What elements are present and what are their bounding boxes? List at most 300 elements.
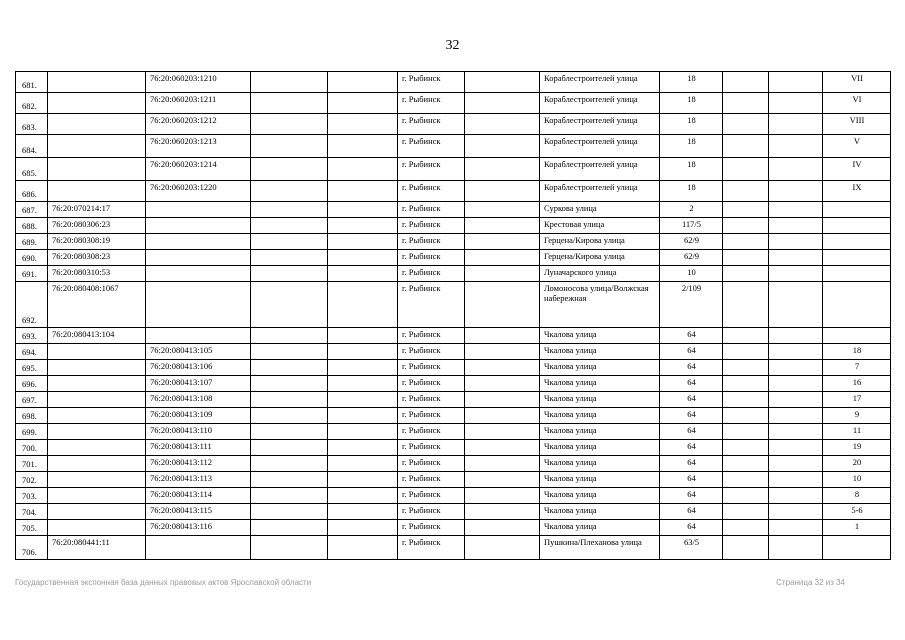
street-name: Герцена/Кирова улица xyxy=(540,250,660,266)
empty-cell xyxy=(328,472,398,488)
cadastral-premises-number: 76:20:060203:1210 xyxy=(146,72,251,93)
row-number xyxy=(16,344,48,360)
city-name: г. Рыбинск xyxy=(398,504,465,520)
house-number: 64 xyxy=(660,392,723,408)
house-number: 64 xyxy=(660,456,723,472)
empty-cell xyxy=(769,72,823,93)
empty-cell xyxy=(769,376,823,392)
table-row xyxy=(16,114,891,135)
street-name: Чкалова улица xyxy=(540,328,660,344)
empty-cell xyxy=(769,440,823,456)
row-number xyxy=(16,114,48,135)
empty-cell xyxy=(251,266,328,282)
empty-cell xyxy=(251,536,328,560)
table-row xyxy=(16,536,891,560)
row-number-label: 685. xyxy=(22,168,37,179)
table-row xyxy=(16,392,891,408)
table-row xyxy=(16,158,891,181)
empty-cell xyxy=(328,504,398,520)
room-number xyxy=(823,202,891,218)
empty-cell xyxy=(465,158,540,181)
street-name: Чкалова улица xyxy=(540,472,660,488)
row-number-label: 696. xyxy=(22,379,37,390)
empty-cell xyxy=(251,520,328,536)
table-row xyxy=(16,504,891,520)
house-number: 64 xyxy=(660,440,723,456)
empty-cell xyxy=(723,408,769,424)
city-name: г. Рыбинск xyxy=(398,440,465,456)
empty-cell xyxy=(723,328,769,344)
empty-cell xyxy=(723,72,769,93)
street-name: Кораблестроителей улица xyxy=(540,93,660,114)
empty-cell xyxy=(723,202,769,218)
row-number-label: 697. xyxy=(22,395,37,406)
cadastral-premises-number xyxy=(146,536,251,560)
cadastral-premises-number: 76:20:080413:114 xyxy=(146,488,251,504)
city-name: г. Рыбинск xyxy=(398,93,465,114)
empty-cell xyxy=(465,472,540,488)
city-name: г. Рыбинск xyxy=(398,424,465,440)
room-number xyxy=(823,282,891,328)
street-name: Чкалова улица xyxy=(540,376,660,392)
empty-cell xyxy=(465,392,540,408)
empty-cell xyxy=(769,158,823,181)
empty-cell xyxy=(251,158,328,181)
room-number xyxy=(823,536,891,560)
house-number: 64 xyxy=(660,328,723,344)
empty-cell xyxy=(723,135,769,158)
cadastral-building-number: 76:20:080441:11 xyxy=(48,536,146,560)
empty-cell xyxy=(769,135,823,158)
empty-cell xyxy=(251,282,328,328)
cadastral-building-number xyxy=(48,376,146,392)
room-number: 9 xyxy=(823,408,891,424)
table-row xyxy=(16,328,891,344)
empty-cell xyxy=(723,488,769,504)
empty-cell xyxy=(465,504,540,520)
empty-cell xyxy=(769,536,823,560)
row-number xyxy=(16,392,48,408)
room-number: 18 xyxy=(823,344,891,360)
empty-cell xyxy=(769,504,823,520)
empty-cell xyxy=(769,488,823,504)
cadastral-building-number xyxy=(48,520,146,536)
empty-cell xyxy=(251,456,328,472)
city-name: г. Рыбинск xyxy=(398,456,465,472)
row-number-label: 704. xyxy=(22,507,37,518)
empty-cell xyxy=(465,282,540,328)
empty-cell xyxy=(465,181,540,202)
cadastral-building-number: 76:20:080308:19 xyxy=(48,234,146,250)
row-number-label: 690. xyxy=(22,253,37,264)
empty-cell xyxy=(769,456,823,472)
empty-cell xyxy=(723,181,769,202)
row-number-label: 702. xyxy=(22,475,37,486)
empty-cell xyxy=(769,250,823,266)
empty-cell xyxy=(328,158,398,181)
room-number: 5-6 xyxy=(823,504,891,520)
cadastral-building-number xyxy=(48,440,146,456)
cadastral-premises-number xyxy=(146,266,251,282)
empty-cell xyxy=(465,328,540,344)
table-row xyxy=(16,202,891,218)
city-name: г. Рыбинск xyxy=(398,376,465,392)
room-number xyxy=(823,234,891,250)
row-number xyxy=(16,488,48,504)
city-name: г. Рыбинск xyxy=(398,218,465,234)
row-number xyxy=(16,328,48,344)
street-name: Чкалова улица xyxy=(540,392,660,408)
cadastral-building-number xyxy=(48,181,146,202)
row-number-label: 701. xyxy=(22,459,37,470)
street-name: Ломоносова улица/Волжская набережная xyxy=(540,282,660,328)
street-name: Чкалова улица xyxy=(540,504,660,520)
empty-cell xyxy=(723,250,769,266)
house-number: 64 xyxy=(660,504,723,520)
row-number-label: 682. xyxy=(22,101,37,112)
empty-cell xyxy=(769,218,823,234)
house-number: 64 xyxy=(660,344,723,360)
room-number: 19 xyxy=(823,440,891,456)
row-number xyxy=(16,266,48,282)
city-name: г. Рыбинск xyxy=(398,250,465,266)
house-number: 64 xyxy=(660,376,723,392)
house-number: 10 xyxy=(660,266,723,282)
room-number: VI xyxy=(823,93,891,114)
table-row xyxy=(16,408,891,424)
empty-cell xyxy=(328,344,398,360)
cadastral-premises-number: 76:20:080413:105 xyxy=(146,344,251,360)
row-number-label: 695. xyxy=(22,363,37,374)
cadastral-premises-number: 76:20:080413:108 xyxy=(146,392,251,408)
street-name: Кораблестроителей улица xyxy=(540,135,660,158)
table-row xyxy=(16,344,891,360)
empty-cell xyxy=(251,250,328,266)
footer-pagination: Страница 32 из 34 xyxy=(776,578,845,587)
empty-cell xyxy=(251,504,328,520)
empty-cell xyxy=(465,93,540,114)
cadastral-building-number xyxy=(48,424,146,440)
empty-cell xyxy=(251,360,328,376)
street-name: Герцена/Кирова улица xyxy=(540,234,660,250)
empty-cell xyxy=(251,440,328,456)
street-name: Чкалова улица xyxy=(540,520,660,536)
empty-cell xyxy=(328,250,398,266)
cadastral-building-number xyxy=(48,93,146,114)
empty-cell xyxy=(465,456,540,472)
empty-cell xyxy=(723,472,769,488)
table-row xyxy=(16,234,891,250)
street-name: Чкалова улица xyxy=(540,456,660,472)
empty-cell xyxy=(723,234,769,250)
empty-cell xyxy=(769,392,823,408)
empty-cell xyxy=(769,344,823,360)
street-name: Чкалова улица xyxy=(540,344,660,360)
table-row xyxy=(16,72,891,93)
cadastral-premises-number xyxy=(146,218,251,234)
cadastral-building-number xyxy=(48,408,146,424)
table-row xyxy=(16,424,891,440)
row-number-label: 681. xyxy=(22,80,37,91)
empty-cell xyxy=(465,202,540,218)
cadastral-premises-number: 76:20:080413:115 xyxy=(146,504,251,520)
city-name: г. Рыбинск xyxy=(398,472,465,488)
room-number: VIII xyxy=(823,114,891,135)
empty-cell xyxy=(465,72,540,93)
room-number: IV xyxy=(823,158,891,181)
cadastral-building-number xyxy=(48,114,146,135)
empty-cell xyxy=(723,376,769,392)
empty-cell xyxy=(723,440,769,456)
city-name: г. Рыбинск xyxy=(398,282,465,328)
table-row xyxy=(16,266,891,282)
row-number xyxy=(16,218,48,234)
row-number-label: 689. xyxy=(22,237,37,248)
house-number: 117/5 xyxy=(660,218,723,234)
empty-cell xyxy=(251,408,328,424)
empty-cell xyxy=(465,536,540,560)
cadastral-building-number: 76:20:080310:53 xyxy=(48,266,146,282)
room-number: 16 xyxy=(823,376,891,392)
empty-cell xyxy=(723,520,769,536)
empty-cell xyxy=(328,72,398,93)
table-row xyxy=(16,456,891,472)
room-number xyxy=(823,328,891,344)
row-number-label: 683. xyxy=(22,122,37,133)
empty-cell xyxy=(328,328,398,344)
empty-cell xyxy=(328,376,398,392)
cadastral-premises-number: 76:20:080413:109 xyxy=(146,408,251,424)
cadastral-building-number xyxy=(48,456,146,472)
row-number xyxy=(16,408,48,424)
empty-cell xyxy=(465,408,540,424)
empty-cell xyxy=(723,360,769,376)
row-number xyxy=(16,202,48,218)
cadastral-premises-number: 76:20:080413:106 xyxy=(146,360,251,376)
row-number-label: 698. xyxy=(22,411,37,422)
empty-cell xyxy=(251,72,328,93)
city-name: г. Рыбинск xyxy=(398,234,465,250)
room-number: 8 xyxy=(823,488,891,504)
empty-cell xyxy=(465,218,540,234)
row-number xyxy=(16,472,48,488)
table-row xyxy=(16,520,891,536)
cadastral-premises-number xyxy=(146,282,251,328)
street-name: Крестовая улица xyxy=(540,218,660,234)
house-number: 64 xyxy=(660,472,723,488)
row-number xyxy=(16,135,48,158)
street-name: Кораблестроителей улица xyxy=(540,72,660,93)
empty-cell xyxy=(723,218,769,234)
cadastral-premises-number: 76:20:060203:1212 xyxy=(146,114,251,135)
table-row xyxy=(16,472,891,488)
street-name: Кораблестроителей улица xyxy=(540,158,660,181)
empty-cell xyxy=(251,135,328,158)
city-name: г. Рыбинск xyxy=(398,408,465,424)
house-number: 18 xyxy=(660,72,723,93)
cadastral-premises-number: 76:20:060203:1214 xyxy=(146,158,251,181)
empty-cell xyxy=(465,488,540,504)
table-row xyxy=(16,250,891,266)
row-number-label: 684. xyxy=(22,145,37,156)
cadastral-building-number: 76:20:080306:23 xyxy=(48,218,146,234)
city-name: г. Рыбинск xyxy=(398,181,465,202)
street-name: Суркова улица xyxy=(540,202,660,218)
city-name: г. Рыбинск xyxy=(398,344,465,360)
room-number: 11 xyxy=(823,424,891,440)
cadastral-building-number xyxy=(48,72,146,93)
cadastral-premises-number: 76:20:060203:1213 xyxy=(146,135,251,158)
house-number: 64 xyxy=(660,424,723,440)
room-number: 20 xyxy=(823,456,891,472)
house-number: 62/9 xyxy=(660,250,723,266)
house-number: 62/9 xyxy=(660,234,723,250)
empty-cell xyxy=(328,392,398,408)
room-number: VII xyxy=(823,72,891,93)
footer-source: Государственная экспонная база данных правовых актов Ярославской области xyxy=(15,578,312,587)
empty-cell xyxy=(328,218,398,234)
empty-cell xyxy=(723,266,769,282)
cadastral-building-number xyxy=(48,488,146,504)
empty-cell xyxy=(465,135,540,158)
row-number xyxy=(16,504,48,520)
empty-cell xyxy=(328,234,398,250)
row-number-label: 694. xyxy=(22,347,37,358)
empty-cell xyxy=(251,392,328,408)
cadastral-building-number: 76:20:070214:17 xyxy=(48,202,146,218)
city-name: г. Рыбинск xyxy=(398,488,465,504)
cadastral-building-number xyxy=(48,360,146,376)
registry-table xyxy=(15,71,891,560)
empty-cell xyxy=(328,408,398,424)
empty-cell xyxy=(769,360,823,376)
house-number: 2 xyxy=(660,202,723,218)
row-number xyxy=(16,72,48,93)
empty-cell xyxy=(251,114,328,135)
empty-cell xyxy=(769,282,823,328)
empty-cell xyxy=(251,488,328,504)
empty-cell xyxy=(328,360,398,376)
table-row xyxy=(16,360,891,376)
empty-cell xyxy=(465,114,540,135)
empty-cell xyxy=(251,472,328,488)
city-name: г. Рыбинск xyxy=(398,520,465,536)
empty-cell xyxy=(465,360,540,376)
row-number xyxy=(16,424,48,440)
cadastral-premises-number xyxy=(146,234,251,250)
row-number xyxy=(16,440,48,456)
street-name: Чкалова улица xyxy=(540,424,660,440)
empty-cell xyxy=(328,440,398,456)
city-name: г. Рыбинск xyxy=(398,266,465,282)
empty-cell xyxy=(465,234,540,250)
room-number xyxy=(823,250,891,266)
empty-cell xyxy=(251,218,328,234)
cadastral-premises-number: 76:20:080413:116 xyxy=(146,520,251,536)
house-number: 18 xyxy=(660,135,723,158)
empty-cell xyxy=(769,93,823,114)
city-name: г. Рыбинск xyxy=(398,536,465,560)
cadastral-premises-number: 76:20:080413:111 xyxy=(146,440,251,456)
empty-cell xyxy=(769,181,823,202)
cadastral-premises-number: 76:20:060203:1211 xyxy=(146,93,251,114)
row-number xyxy=(16,158,48,181)
empty-cell xyxy=(723,114,769,135)
street-name: Кораблестроителей улица xyxy=(540,181,660,202)
empty-cell xyxy=(251,344,328,360)
empty-cell xyxy=(251,181,328,202)
row-number xyxy=(16,93,48,114)
empty-cell xyxy=(723,93,769,114)
street-name: Пушкина/Плеханова улица xyxy=(540,536,660,560)
room-number: 1 xyxy=(823,520,891,536)
empty-cell xyxy=(251,234,328,250)
empty-cell xyxy=(465,266,540,282)
empty-cell xyxy=(251,328,328,344)
cadastral-building-number xyxy=(48,344,146,360)
street-name: Чкалова улица xyxy=(540,488,660,504)
empty-cell xyxy=(328,181,398,202)
empty-cell xyxy=(769,520,823,536)
house-number: 64 xyxy=(660,488,723,504)
row-number xyxy=(16,520,48,536)
city-name: г. Рыбинск xyxy=(398,158,465,181)
row-number xyxy=(16,234,48,250)
cadastral-building-number xyxy=(48,472,146,488)
cadastral-building-number xyxy=(48,392,146,408)
cadastral-building-number xyxy=(48,504,146,520)
empty-cell xyxy=(769,424,823,440)
house-number: 18 xyxy=(660,181,723,202)
empty-cell xyxy=(328,114,398,135)
street-name: Чкалова улица xyxy=(540,360,660,376)
empty-cell xyxy=(328,202,398,218)
street-name: Луначарского улица xyxy=(540,266,660,282)
table-row xyxy=(16,488,891,504)
table-row xyxy=(16,181,891,202)
empty-cell xyxy=(328,488,398,504)
row-number-label: 699. xyxy=(22,427,37,438)
empty-cell xyxy=(465,424,540,440)
empty-cell xyxy=(723,536,769,560)
empty-cell xyxy=(328,266,398,282)
city-name: г. Рыбинск xyxy=(398,72,465,93)
empty-cell xyxy=(723,344,769,360)
empty-cell xyxy=(769,328,823,344)
city-name: г. Рыбинск xyxy=(398,360,465,376)
row-number xyxy=(16,181,48,202)
empty-cell xyxy=(465,440,540,456)
empty-cell xyxy=(723,504,769,520)
city-name: г. Рыбинск xyxy=(398,328,465,344)
empty-cell xyxy=(328,93,398,114)
empty-cell xyxy=(769,114,823,135)
page-number: 32 xyxy=(445,38,460,53)
empty-cell xyxy=(328,282,398,328)
row-number-label: 692. xyxy=(22,315,37,326)
row-number-label: 706. xyxy=(22,547,37,558)
room-number: 10 xyxy=(823,472,891,488)
empty-cell xyxy=(328,424,398,440)
empty-cell xyxy=(251,93,328,114)
row-number-label: 703. xyxy=(22,491,37,502)
table-row xyxy=(16,218,891,234)
row-number xyxy=(16,536,48,560)
street-name: Чкалова улица xyxy=(540,440,660,456)
cadastral-premises-number: 76:20:080413:110 xyxy=(146,424,251,440)
row-number xyxy=(16,250,48,266)
empty-cell xyxy=(769,472,823,488)
